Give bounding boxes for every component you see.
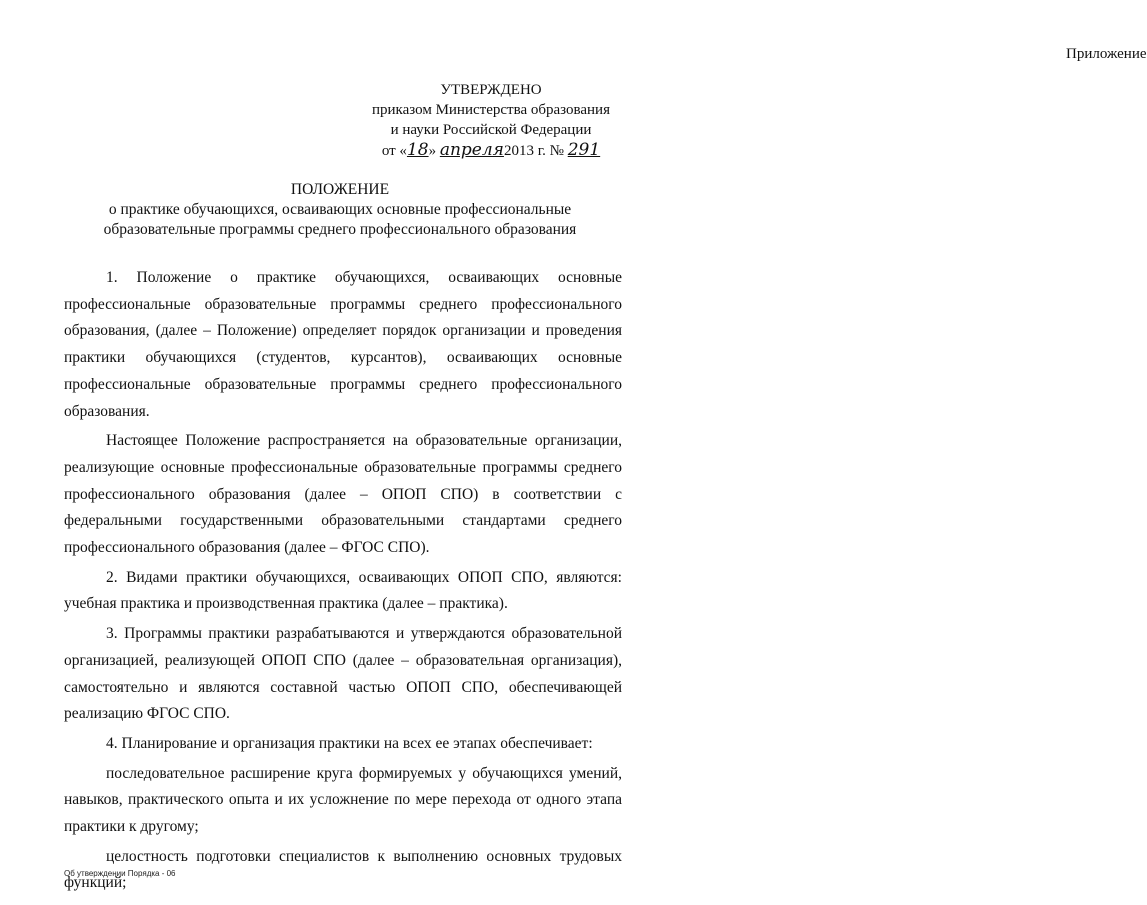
paragraph: Настоящее Положение распространяется на образовательные организации, реализующие основные профессиональные образовательные программы среднего профессионального образования (далее – ОПОП СПО) в соответствии с федеральными государственными образовательными стандартами среднего профессионального образования (далее – ФГОС СПО). bbox=[64, 432, 622, 557]
approval-stamp bbox=[360, 80, 622, 161]
document-title bbox=[30, 180, 650, 240]
document-body bbox=[64, 265, 622, 900]
order-date-line bbox=[360, 140, 622, 161]
handwritten-day: 18 bbox=[406, 140, 429, 160]
paragraph: целостность подготовки специалистов к выполнению основных трудовых функций; bbox=[64, 847, 622, 892]
date-prefix: от « bbox=[381, 143, 407, 159]
order-line-2: и науки Российской Федерации bbox=[390, 122, 592, 138]
handwritten-month: апреля bbox=[439, 140, 504, 160]
paragraph: 2. Видами практики обучающихся, осваивающих ОПОП СПО, являются: учебная практика и производственная практика (далее – практика). bbox=[64, 568, 622, 613]
handwritten-number: 291 bbox=[567, 140, 601, 160]
paragraph: 3. Программы практики разрабатываются и утверждаются образовательной организацией, реализующей ОПОП СПО (далее – образовательная организация), самостоятельно и являются составной частью ОПОП СПО, обеспечивающей реализацию ФГОС СПО. bbox=[64, 625, 622, 723]
appendix-label: Приложение bbox=[1066, 46, 1147, 62]
footer-note: Об утверждении Порядка - 06 bbox=[64, 869, 176, 878]
paragraph: 4. Планирование и организация практики на всех ее этапах обеспечивает: bbox=[106, 734, 593, 752]
approved-heading: УТВЕРЖДЕНО bbox=[440, 82, 542, 98]
paragraph: последовательное расширение круга формируемых у обучающихся умений, навыков, практического опыта и их усложнение по мере перехода от одного этапа практики к другому; bbox=[64, 764, 622, 836]
title-line-2: образовательные программы среднего профессионального образования bbox=[103, 221, 577, 238]
title-line-1: о практике обучающихся, осваивающих основные профессиональные bbox=[108, 201, 572, 218]
order-line-1: приказом Министерства образования bbox=[372, 102, 610, 118]
paragraph: 1. Положение о практике обучающихся, осваивающих основные профессиональные образовательные программы среднего профессионального образования, (далее – Положение) определяет порядок организации и проведения практики обучающихся (студентов, курсантов), осваивающих основные профессиональные образовательные программы среднего профессионального образования. bbox=[64, 269, 622, 420]
year-text: 2013 г. № bbox=[503, 143, 564, 159]
date-mid: » bbox=[428, 143, 437, 159]
title-main: ПОЛОЖЕНИЕ bbox=[290, 181, 390, 198]
